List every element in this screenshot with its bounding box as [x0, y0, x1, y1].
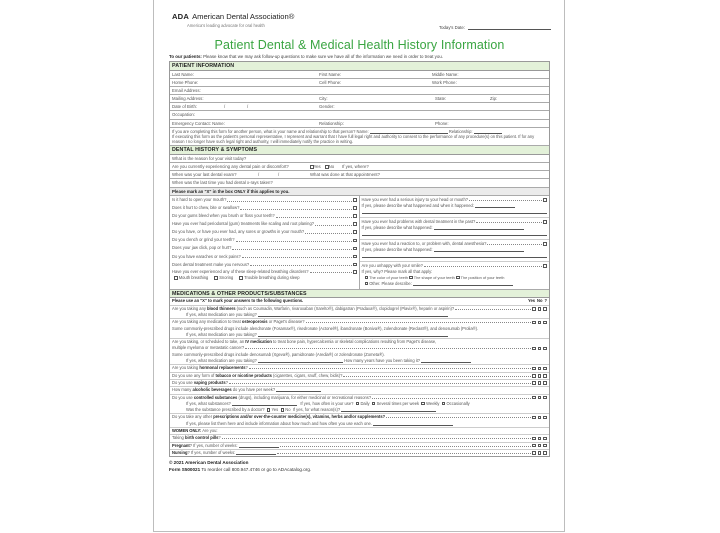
position-checkbox[interactable] — [456, 276, 460, 280]
shape-checkbox[interactable] — [409, 276, 413, 280]
unsure-checkbox[interactable] — [543, 374, 547, 378]
checkbox[interactable] — [543, 264, 547, 268]
checkbox[interactable] — [353, 247, 357, 251]
email-row[interactable]: Email Address: — [170, 87, 549, 95]
checkbox[interactable] — [353, 206, 357, 210]
tagline: America's leading advocate for oral health — [187, 23, 265, 28]
osteoporosis-question: Are you taking any medication to treat osteoporosis or Paget's disease? Some commonly-prescribed drugs include alendronate (Fosamax®), risedronate (Actonel®), ibandronate (Boniva®), zolendronate (Reclast®), and denosumab (Prolia®). If yes, what medication are you taking? — [170, 319, 549, 339]
address-row[interactable]: Mailing Address: City: State: Zip: — [170, 95, 549, 103]
unsure-checkbox[interactable] — [543, 381, 547, 385]
daily-checkbox[interactable] — [356, 402, 360, 406]
yes-checkbox[interactable] — [532, 451, 536, 455]
dental-questions-right — [360, 196, 550, 289]
dental-question[interactable]: Have you ever had periodontal (gum) treatments like scaling and root planing? — [170, 220, 359, 228]
tobacco-question: Do you use any form of tobacco or nicotine products (cigarettes, cigars, snuff, chew, bidis)? — [170, 373, 549, 380]
checkbox[interactable] — [543, 242, 547, 246]
hormonal-question: Are you taking hormonal replacements? — [170, 365, 549, 372]
unsure-checkbox[interactable] — [543, 444, 547, 448]
dental-block: Have you ever had a reaction to, or problem with, dental anesthesia? If yes, please describe what happened: — [360, 240, 550, 262]
xrays-row[interactable]: When was the last time you had dental x-rays taken? — [170, 179, 549, 187]
checkbox[interactable] — [353, 239, 357, 243]
checkbox[interactable] — [353, 214, 357, 218]
no-checkbox[interactable] — [538, 374, 542, 378]
mark-instruction: Please mark an "X" in the box ONLY if this applies to you. — [170, 188, 549, 196]
prescribed-no-checkbox[interactable] — [281, 408, 285, 412]
intro-text: To our patients: Please know that we may ask follow-up questions to make sure we have all of the information we need in order to treat you. — [169, 54, 443, 59]
other-checkbox[interactable] — [365, 282, 369, 286]
dental-block: Have you ever had a serious injury to your head or mouth? If yes, please describe what happened and when it happened: — [360, 196, 550, 218]
section-heading: DENTAL HISTORY & SYMPTOMS — [170, 146, 549, 155]
unsure-checkbox[interactable] — [543, 396, 547, 400]
dental-question[interactable]: Does it hurt to chew, bite or swallow? — [170, 204, 359, 212]
form-footer: © 2021 American Dental Association Form S500021 To reorder call 800.947.4746 or go to ADAcatalog.org. — [169, 460, 312, 472]
iv-medication-question: Are you taking, or scheduled to take, an IV medication to treat bone pain, hypercalcemia or skeletal complications resulting from Paget's disease, multiple myeloma or metastatic cancer? Some commonly-prescribed drugs include denosumab (Xgeva®), pamidronate (Aredia®) or zolendronate (Zometa®). If yes, what medication are you taking? How many years have you been taking it? — [170, 339, 549, 365]
checkbox[interactable] — [353, 255, 357, 259]
checkbox[interactable] — [353, 198, 357, 202]
visit-reason-row[interactable]: What is the reason for your visit today? — [170, 155, 549, 163]
dental-questions-left — [170, 196, 360, 289]
trouble-breathing-checkbox[interactable] — [239, 276, 243, 280]
dental-question[interactable]: Do your gums bleed when you brush or floss your teeth? — [170, 212, 359, 220]
yes-checkbox[interactable] — [532, 367, 536, 371]
sleep-options: Mouth breathing Snoring Trouble breathing during sleep — [170, 275, 359, 281]
representative-note: If you are completing this form for another person, what is your name and relationship to that person? Name: Relationship: If executing this form as the patient's personal representative, I represent and warrant that I have full legal right and authority to consent to the performance of any procedure(s) on this patient. If for any reason I no longer have such legal right and authority, I will immediately notify the practice in writing. — [170, 128, 549, 147]
color-checkbox[interactable] — [365, 276, 369, 280]
occupation-row[interactable]: Occupation: — [170, 111, 549, 119]
todays-date-field[interactable]: Today's Date: — [439, 25, 551, 30]
no-checkbox[interactable] — [538, 396, 542, 400]
occasionally-checkbox[interactable] — [442, 402, 446, 406]
snoring-checkbox[interactable] — [214, 276, 218, 280]
section-heading: MEDICATIONS & OTHER PRODUCTS/SUBSTANCES — [170, 290, 549, 299]
unsure-checkbox[interactable] — [543, 451, 547, 455]
blood-thinners-question: Are you taking any blood thinners (such as Coumadin, Warfarin, rivaroxaban (Xarelto®), dabigatran (Pradaxa®), clopidogrel (Plavix®), heparin or aspirin)? If yes, what medication are you taking? — [170, 306, 549, 320]
no-checkbox[interactable] — [538, 381, 542, 385]
controlled-substances-question: Do you use controlled substances (drugs), including marijuana, for either medicinal or recreational reasons? If yes, what substances? If yes, how often is your use? Daily Several times per week Weekly Occasionally Was the substance prescribed by a doctor? Yes No If yes, for what reason(s)? — [170, 395, 549, 415]
dental-question[interactable]: Does dental treatment make you nervous? — [170, 261, 359, 269]
yes-checkbox[interactable] — [532, 347, 536, 351]
women-only-heading: WOMEN ONLY: Are you: — [170, 428, 549, 435]
dental-question[interactable]: Have you ever experienced any of these sleep-related breathing disorders? — [170, 269, 359, 276]
dental-question[interactable]: Do you have earaches or neck pains? — [170, 253, 359, 261]
dental-questions — [170, 196, 549, 290]
phone-row[interactable]: Home Phone: Cell Phone: Work Phone: — [170, 79, 549, 87]
dental-pain-row[interactable]: Are you currently experiencing any dental pain or discomfort? Yes No If yes, where? — [170, 163, 549, 171]
alcohol-field[interactable] — [276, 391, 321, 392]
medications-section: Please use an "X" to mark your answers to the following questions. Yes No ? Are you taking any blood thinners (such as Coumadin, Warfarin, rivaroxaban (Xarelto®), dabigatran (Pradaxa®), clopidogrel (Plavix®), heparin or aspirin)? If yes, what medication are you taking? Are you taking any medication to treat osteoporosis or Paget's disease? Some commonly-prescribed drugs include alendronate (Fosamax®), risedronate (Actonel®), ibandronate (Boniva®), zolendronate (Reclast®), and denosumab (Prolia®). If yes, what medication are you taking? Are you taking, or scheduled to take, an IV medication to treat bone pain, hypercalcemia or skeletal complications resulting from Paget's disease, multiple myeloma or metastatic cancer? Some commonly-prescribed drugs include denosumab (Xgeva®), pamidronate (Aredia®) or zolendronate (Zometa®). If yes, what medication are you taking? How many years have you been taking it? Are you taking hormonal replacements? Do you use any form of tobacco or nicotine products (cigarettes, cigars, snuff, chew, bidis)? Do you use vaping products? How many alcoholic beverages do you have per week? Do you use controlled substances (drugs), including marijuana, for either medicinal or recreational reasons? If yes, what substances? If yes, how often is your use? Daily Several times per week Weekly Occasionally Was the substance prescribed by a doctor? Yes No If yes, for what reason(s)? Do you take any other prescriptions and/or over-the-counter medicine(s), vitamins, herbs and/or supplements? If yes, please list them here and include information about how much and how often you use each one. WOMEN ONLY: Are you: Taking birth control pills? Pregnant? If yes, number of weeks: Nursing? If yes, number of weeks: — [170, 298, 549, 457]
yes-checkbox[interactable] — [532, 396, 536, 400]
yes-checkbox[interactable] — [532, 381, 536, 385]
dental-question[interactable]: Does your jaw click, pop or hurt? — [170, 244, 359, 252]
no-checkbox[interactable] — [538, 416, 542, 420]
no-checkbox[interactable] — [538, 321, 542, 325]
form-header — [169, 0, 550, 36]
checkbox[interactable] — [543, 220, 547, 224]
checkbox[interactable] — [543, 198, 547, 202]
name-row[interactable]: Last Name: First Name: Middle Name: — [170, 71, 549, 79]
emergency-contact-row[interactable]: Emergency Contact: Name: Relationship: Phone: — [170, 120, 549, 128]
pregnant-question: Pregnant? If yes, number of weeks: — [170, 443, 549, 450]
dental-block: Have you ever had problems with dental treatment in the past? If yes, please describe what happened: — [360, 218, 550, 240]
form-page — [153, 0, 565, 532]
checkbox[interactable] — [353, 230, 357, 234]
no-checkbox[interactable] — [538, 307, 542, 311]
unsure-checkbox[interactable] — [543, 321, 547, 325]
unsure-checkbox[interactable] — [543, 347, 547, 351]
no-checkbox[interactable] — [538, 347, 542, 351]
page-title: Patient Dental & Medical Health History Information — [214, 38, 505, 52]
last-exam-row[interactable]: When was your last dental exam? / / What was done at that appointment? — [170, 171, 549, 179]
ada-logo: ADA American Dental Association® — [172, 12, 295, 21]
yes-checkbox[interactable] — [532, 321, 536, 325]
yes-checkbox[interactable] — [532, 444, 536, 448]
unsure-checkbox[interactable] — [543, 416, 547, 420]
patient-information-section — [169, 61, 550, 457]
dental-question[interactable]: Do you have, or have you ever had, any sores or growths in your mouth? — [170, 228, 359, 236]
yes-checkbox[interactable] — [532, 437, 536, 441]
weekly-checkbox[interactable] — [421, 402, 425, 406]
nursing-question: Nursing? If yes, number of weeks: — [170, 450, 549, 457]
no-checkbox[interactable] — [538, 451, 542, 455]
prescribed-yes-checkbox[interactable] — [267, 408, 271, 412]
birth-control-question: Taking birth control pills? — [170, 435, 549, 442]
dob-row[interactable]: Date of Birth: / / Gender: — [170, 103, 549, 111]
mouth-breathing-checkbox[interactable] — [174, 276, 178, 280]
checkbox[interactable] — [353, 263, 357, 267]
unsure-checkbox[interactable] — [543, 367, 547, 371]
alcohol-question: How many alcoholic beverages do you have per week? — [170, 387, 549, 394]
section-heading: PATIENT INFORMATION — [170, 62, 549, 71]
yes-checkbox[interactable] — [532, 416, 536, 420]
checkbox[interactable] — [353, 222, 357, 226]
smile-block: Are you unhappy with your smile? If yes, why? Please mark all that apply: The color of your teeth The shape of your teeth The position of your teeth Other. Please describe: — [360, 262, 550, 289]
dental-question[interactable]: Is it hard to open your mouth? — [170, 196, 359, 204]
yes-checkbox[interactable] — [532, 307, 536, 311]
no-checkbox[interactable] — [538, 444, 542, 448]
no-checkbox[interactable] — [538, 437, 542, 441]
unsure-checkbox[interactable] — [543, 307, 547, 311]
vaping-question: Do you use vaping products? — [170, 380, 549, 387]
yes-checkbox[interactable] — [532, 374, 536, 378]
no-checkbox[interactable] — [538, 367, 542, 371]
otc-question: Do you take any other prescriptions and/or over-the-counter medicine(s), vitamins, herbs and/or supplements? If yes, please list them here and include information about how much and how often you use each one. — [170, 414, 549, 428]
checkbox[interactable] — [353, 270, 357, 274]
several-times-checkbox[interactable] — [372, 402, 376, 406]
unsure-checkbox[interactable] — [543, 437, 547, 441]
dental-question[interactable]: Do you clench or grind your teeth? — [170, 236, 359, 244]
